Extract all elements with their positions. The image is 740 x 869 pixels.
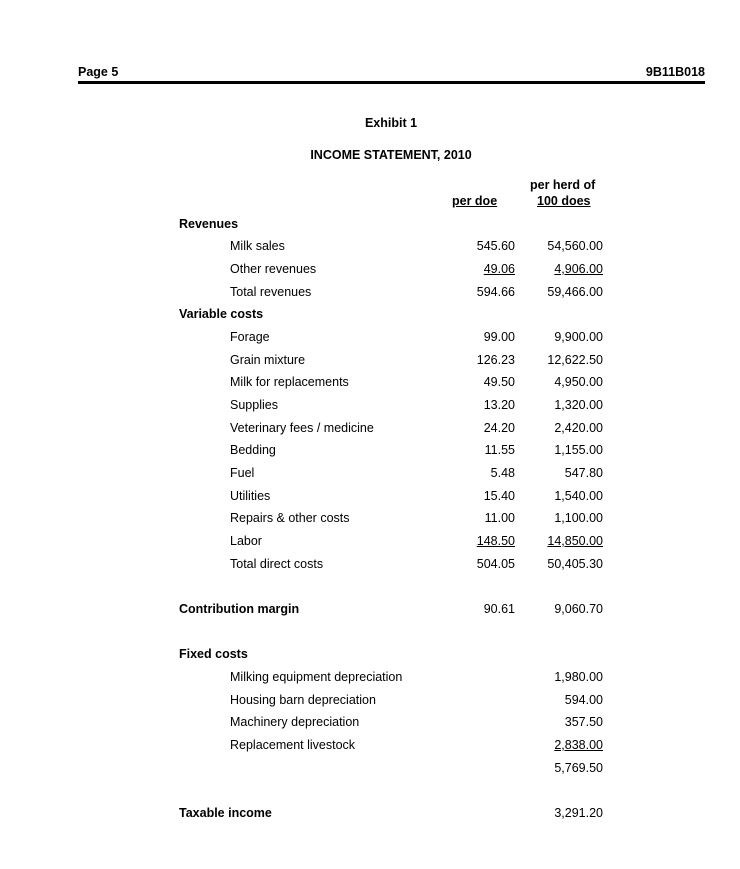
section-heading-variable-costs: Variable costs (179, 307, 264, 321)
row-label: Total direct costs (230, 557, 324, 571)
row-value-per-herd: 54,560.00 (547, 239, 603, 253)
row-label: Milking equipment depreciation (230, 670, 403, 684)
statement-title: INCOME STATEMENT, 2010 (310, 148, 472, 162)
row-label: Milk sales (230, 239, 285, 253)
taxable-income-label: Taxable income (179, 806, 272, 820)
contribution-margin-label: Contribution margin (179, 602, 300, 616)
row-value-per-doe: 545.60 (476, 239, 515, 253)
row-label: Total revenues (230, 285, 312, 299)
row-value-per-doe: 49.50 (483, 375, 515, 389)
row-label: Supplies (230, 398, 278, 412)
row-value-per-herd: 12,622.50 (547, 353, 603, 367)
row-value-per-doe: 594.66 (476, 285, 515, 299)
row-value-per-herd: 9,900.00 (554, 330, 603, 344)
row-value-per-herd: 14,850.00 (547, 534, 603, 548)
row-label: Replacement livestock (230, 738, 356, 752)
row-label: Bedding (230, 443, 276, 457)
row-value-per-doe: 13.20 (483, 398, 515, 412)
section-heading-fixed-costs: Fixed costs (179, 647, 248, 661)
row-value-per-herd: 1,320.00 (554, 398, 603, 412)
section-heading-revenues: Revenues (179, 217, 239, 231)
row-value-per-herd: 4,906.00 (554, 262, 603, 276)
column-header-per-herd-line1: per herd of (530, 178, 596, 192)
row-value-per-doe: 24.20 (483, 421, 515, 435)
row-label: Housing barn depreciation (230, 693, 376, 707)
row-value-per-herd: 2,838.00 (554, 738, 603, 752)
row-label: Grain mixture (230, 353, 306, 367)
row-value-per-herd: 547.80 (564, 466, 603, 480)
contribution-margin-per-herd: 9,060.70 (554, 602, 603, 616)
row-value-per-herd: 2,420.00 (554, 421, 603, 435)
row-value-per-doe: 11.55 (484, 443, 515, 457)
row-value-per-doe: 99.00 (483, 330, 515, 344)
row-value-per-herd: 50,405.30 (547, 557, 603, 571)
row-label: Machinery depreciation (230, 715, 360, 729)
row-value-per-herd: 4,950.00 (554, 375, 603, 389)
row-label: Labor (230, 534, 262, 548)
row-label: Forage (230, 330, 270, 344)
row-label: Milk for replacements (230, 375, 349, 389)
row-value-per-herd: 59,466.00 (547, 285, 603, 299)
row-value-per-doe: 148.50 (476, 534, 515, 548)
document-code: 9B11B018 (645, 65, 705, 79)
row-value-per-herd: 594.00 (564, 693, 603, 707)
row-label: Other revenues (230, 262, 317, 276)
row-value-per-doe: 504.05 (476, 557, 515, 571)
row-value-per-herd: 1,100.00 (554, 511, 603, 525)
row-value-per-doe: 5.48 (490, 466, 515, 480)
row-value-per-doe: 49.06 (483, 262, 515, 276)
row-value-per-doe: 15.40 (483, 489, 515, 503)
row-value-per-herd: 357.50 (564, 715, 603, 729)
row-label: Veterinary fees / medicine (230, 421, 374, 435)
row-value-per-herd: 1,980.00 (554, 670, 603, 684)
row-value-per-doe: 126.23 (476, 353, 515, 367)
taxable-income-per-herd: 3,291.20 (554, 806, 603, 820)
column-header-per-herd-line2: 100 does (537, 194, 591, 208)
exhibit-title: Exhibit 1 (364, 116, 418, 130)
contribution-margin-per-doe: 90.61 (483, 602, 515, 616)
row-value-per-herd: 1,155.00 (554, 443, 603, 457)
header-rule (78, 81, 705, 84)
row-label: Utilities (230, 489, 271, 503)
column-header-per-doe: per doe (452, 194, 498, 208)
row-value-per-doe: 11.00 (484, 511, 515, 525)
row-label: Repairs & other costs (230, 511, 350, 525)
fixed-costs-total: 5,769.50 (554, 761, 603, 775)
row-label: Fuel (230, 466, 255, 480)
row-value-per-herd: 1,540.00 (554, 489, 603, 503)
page-number: Page 5 (78, 65, 119, 79)
